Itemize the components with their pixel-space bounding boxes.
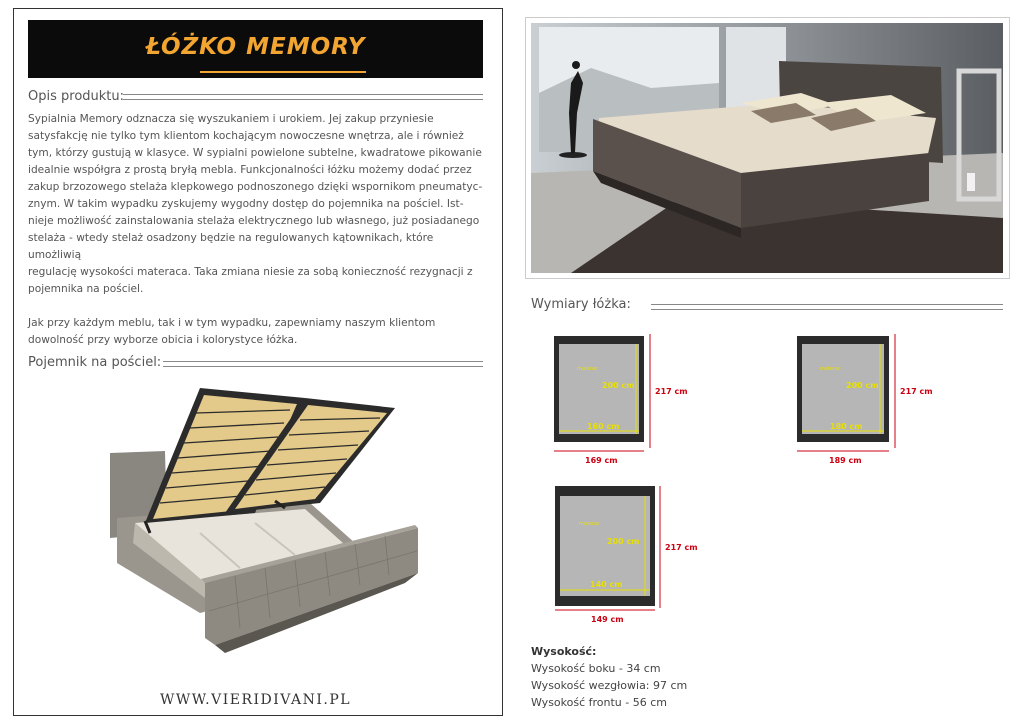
inner-width-label: 180 cm <box>830 422 863 431</box>
desc-line: idealnie współgra z prostą bryłą mebla. Funkcjonalności łóżku możemy dodać przez <box>28 164 472 176</box>
website-url: WWW.VIERIDIVANI.PL <box>159 692 352 708</box>
title-underline <box>200 71 366 73</box>
height-headboard: Wysokość wezgłowia: 97 cm <box>531 679 688 692</box>
product-title: ŁÓŻKO MEMORY <box>145 34 366 60</box>
height-front: Wysokość frontu - 56 cm <box>531 696 667 709</box>
desc-line: dowolność przy wyborze obicia i kolorystyce łóżka. <box>28 334 298 346</box>
inner-length-label: 200 cm <box>602 381 635 390</box>
desc-line: satysfakcję nie tylko tym klientom kochającym nowoczesne wnętrza, ale i również <box>28 130 464 142</box>
inner-width-label: 140 cm <box>590 580 623 589</box>
heights-section <box>531 643 687 711</box>
outer-length-label: 217 cm <box>655 387 688 396</box>
desc-line: pojemnika na pościel. <box>28 283 144 295</box>
mattress-label: materac <box>579 521 600 527</box>
storage-heading-rule <box>163 361 483 367</box>
desc-line: Jak przy każdym meblu, tak i w tym wypadku, zapewniamy naszym klientom <box>28 317 436 329</box>
dimensions-heading-rule <box>651 304 1003 310</box>
storage-heading: Pojemnik na pościel: <box>28 355 162 370</box>
inner-width-label: 160 cm <box>587 422 620 431</box>
desc-line: Sypialnia Memory odznacza się wyszukaniem i urokiem. Jej zakup przyniesie <box>28 113 434 125</box>
outer-width-label: 149 cm <box>591 615 624 624</box>
bed-diagram-160 <box>545 330 705 470</box>
mattress-label: materac <box>820 366 841 372</box>
inner-length-label: 200 cm <box>846 381 879 390</box>
outer-length-label: 217 cm <box>665 543 698 552</box>
height-side: Wysokość boku - 34 cm <box>531 662 661 675</box>
storage-bed-image <box>105 383 425 655</box>
description-heading-rule <box>123 94 483 100</box>
desc-line: regulację wysokości materaca. Taka zmiana niesie za sobą konieczność rezygnacji z <box>28 266 473 278</box>
desc-line: stelaża - wtedy stelaż osadzony będzie na regulowanych kątownikach, które umożliwią <box>28 232 434 261</box>
mattress-label: materac <box>577 366 598 372</box>
desc-line: tym, którzy gustują w klasyce. W sypialni powielone subtelne, kwadratowe pikowanie <box>28 147 482 159</box>
bed-diagram-140 <box>545 480 715 628</box>
desc-line: nieje możliwość zainstalowania stelaża elektrycznego lub własnego, już posiadanego <box>28 215 480 227</box>
heights-title: Wysokość: <box>531 645 597 658</box>
desc-line: znym. W takim wypadku zyskujemy wygodny dostęp do pojemnika na pościel. Ist- <box>28 198 464 210</box>
desc-line: zakup brzozowego stelaża klepkowego podnoszonego dzięki wspornikom pneumatyc- <box>28 181 483 193</box>
dimensions-heading: Wymiary łóżka: <box>531 297 631 312</box>
title-banner <box>28 20 483 78</box>
bed-diagram-180 <box>788 330 948 470</box>
inner-length-label: 200 cm <box>607 537 640 546</box>
product-description <box>28 111 488 349</box>
outer-width-label: 189 cm <box>829 456 862 465</box>
paragraph-spacer <box>28 298 488 315</box>
outer-length-label: 217 cm <box>900 387 933 396</box>
bed-room-photo <box>531 23 1003 273</box>
outer-width-label: 169 cm <box>585 456 618 465</box>
description-heading: Opis produktu: <box>28 89 125 104</box>
